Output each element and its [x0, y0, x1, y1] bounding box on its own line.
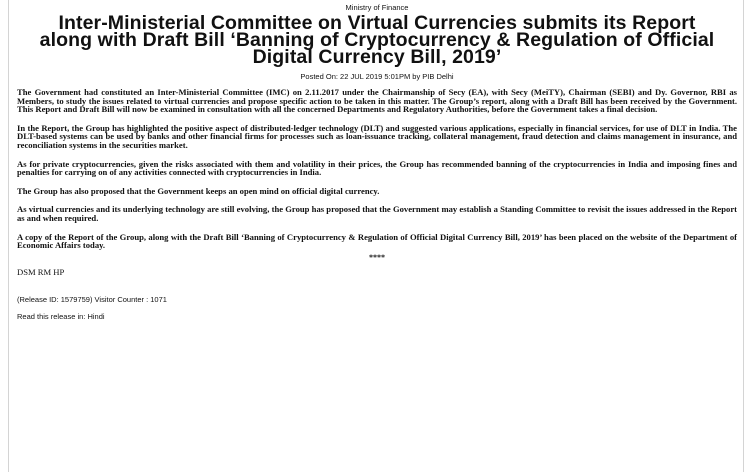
signoff: DSM RM HP	[17, 266, 65, 277]
posted-on: Posted On: 22 JUL 2019 5:01PM by PIB Delhi	[300, 72, 454, 81]
release-title: Inter-Ministerial Committee on Virtual Currencies submits its Report along with Draft Bill ‘Banning of Cryptocurrency & Regulation of Official Digital Currency Bill, 2019’	[39, 12, 715, 68]
hindi-link[interactable]: Hindi	[87, 311, 105, 321]
press-release-page	[8, 0, 744, 472]
paragraph-1: The Government had constituted an Inter-Ministerial Committee (IMC) on 2.11.2017 under the Chairmanship of Secy (EA), with Secy (MeiTY), Chairman (SEBI) and Dy. Governor, RBI as Members, to study the issues related to virtual currencies and propose specific action to be taken in this matter. The Group’s report, along with a Draft Bill has been received by the Government. This Report and Draft Bill will now be examined in consultation with all the concerned Departments and Regulatory Authorities, before the Government takes a final decision.	[17, 87, 737, 115]
paragraph-3: As for private cryptocurrencies, given the risks associated with them and volatility in their prices, the Group has recommended banning of the cryptocurrencies in India and imposing fines and penalties for carrying on of any activities connected with cryptocurrencies in India.	[17, 158, 737, 178]
ministry-name: Ministry of Finance	[345, 3, 409, 12]
separator: ****	[369, 252, 385, 262]
paragraph-2: In the Report, the Group has highlighted the positive aspect of distributed-ledger technology (DLT) and suggested various applications, especially in financial services, for use of DLT in India. The DLT-based systems can be used by banks and other financial firms for processes such as loan-issuance tracking, collateral management, fraud detection and claims management in insurance, and reconciliation systems in the securities market.	[17, 122, 737, 150]
paragraph-5: As virtual currencies and its underlying technology are still evolving, the Group has proposed that the Government may establish a Standing Committee to revisit the issues addressed in the Report as and when required.	[17, 204, 737, 223]
release-info: (Release ID: 1579759) Visitor Counter : 1071	[17, 294, 167, 304]
paragraph-6: A copy of the Report of the Group, along with the Draft Bill ‘Banning of Cryptocurrency & Regulation of Official Digital Currency Bill, 2019’ has been placed on the website of the Department of Economic Affairs today.	[17, 231, 737, 251]
read-in-label: Read this release in:	[17, 311, 88, 321]
read-in-line	[17, 312, 737, 321]
paragraph-4: The Group has also proposed that the Government keeps an open mind on official digital currency.	[17, 185, 380, 196]
